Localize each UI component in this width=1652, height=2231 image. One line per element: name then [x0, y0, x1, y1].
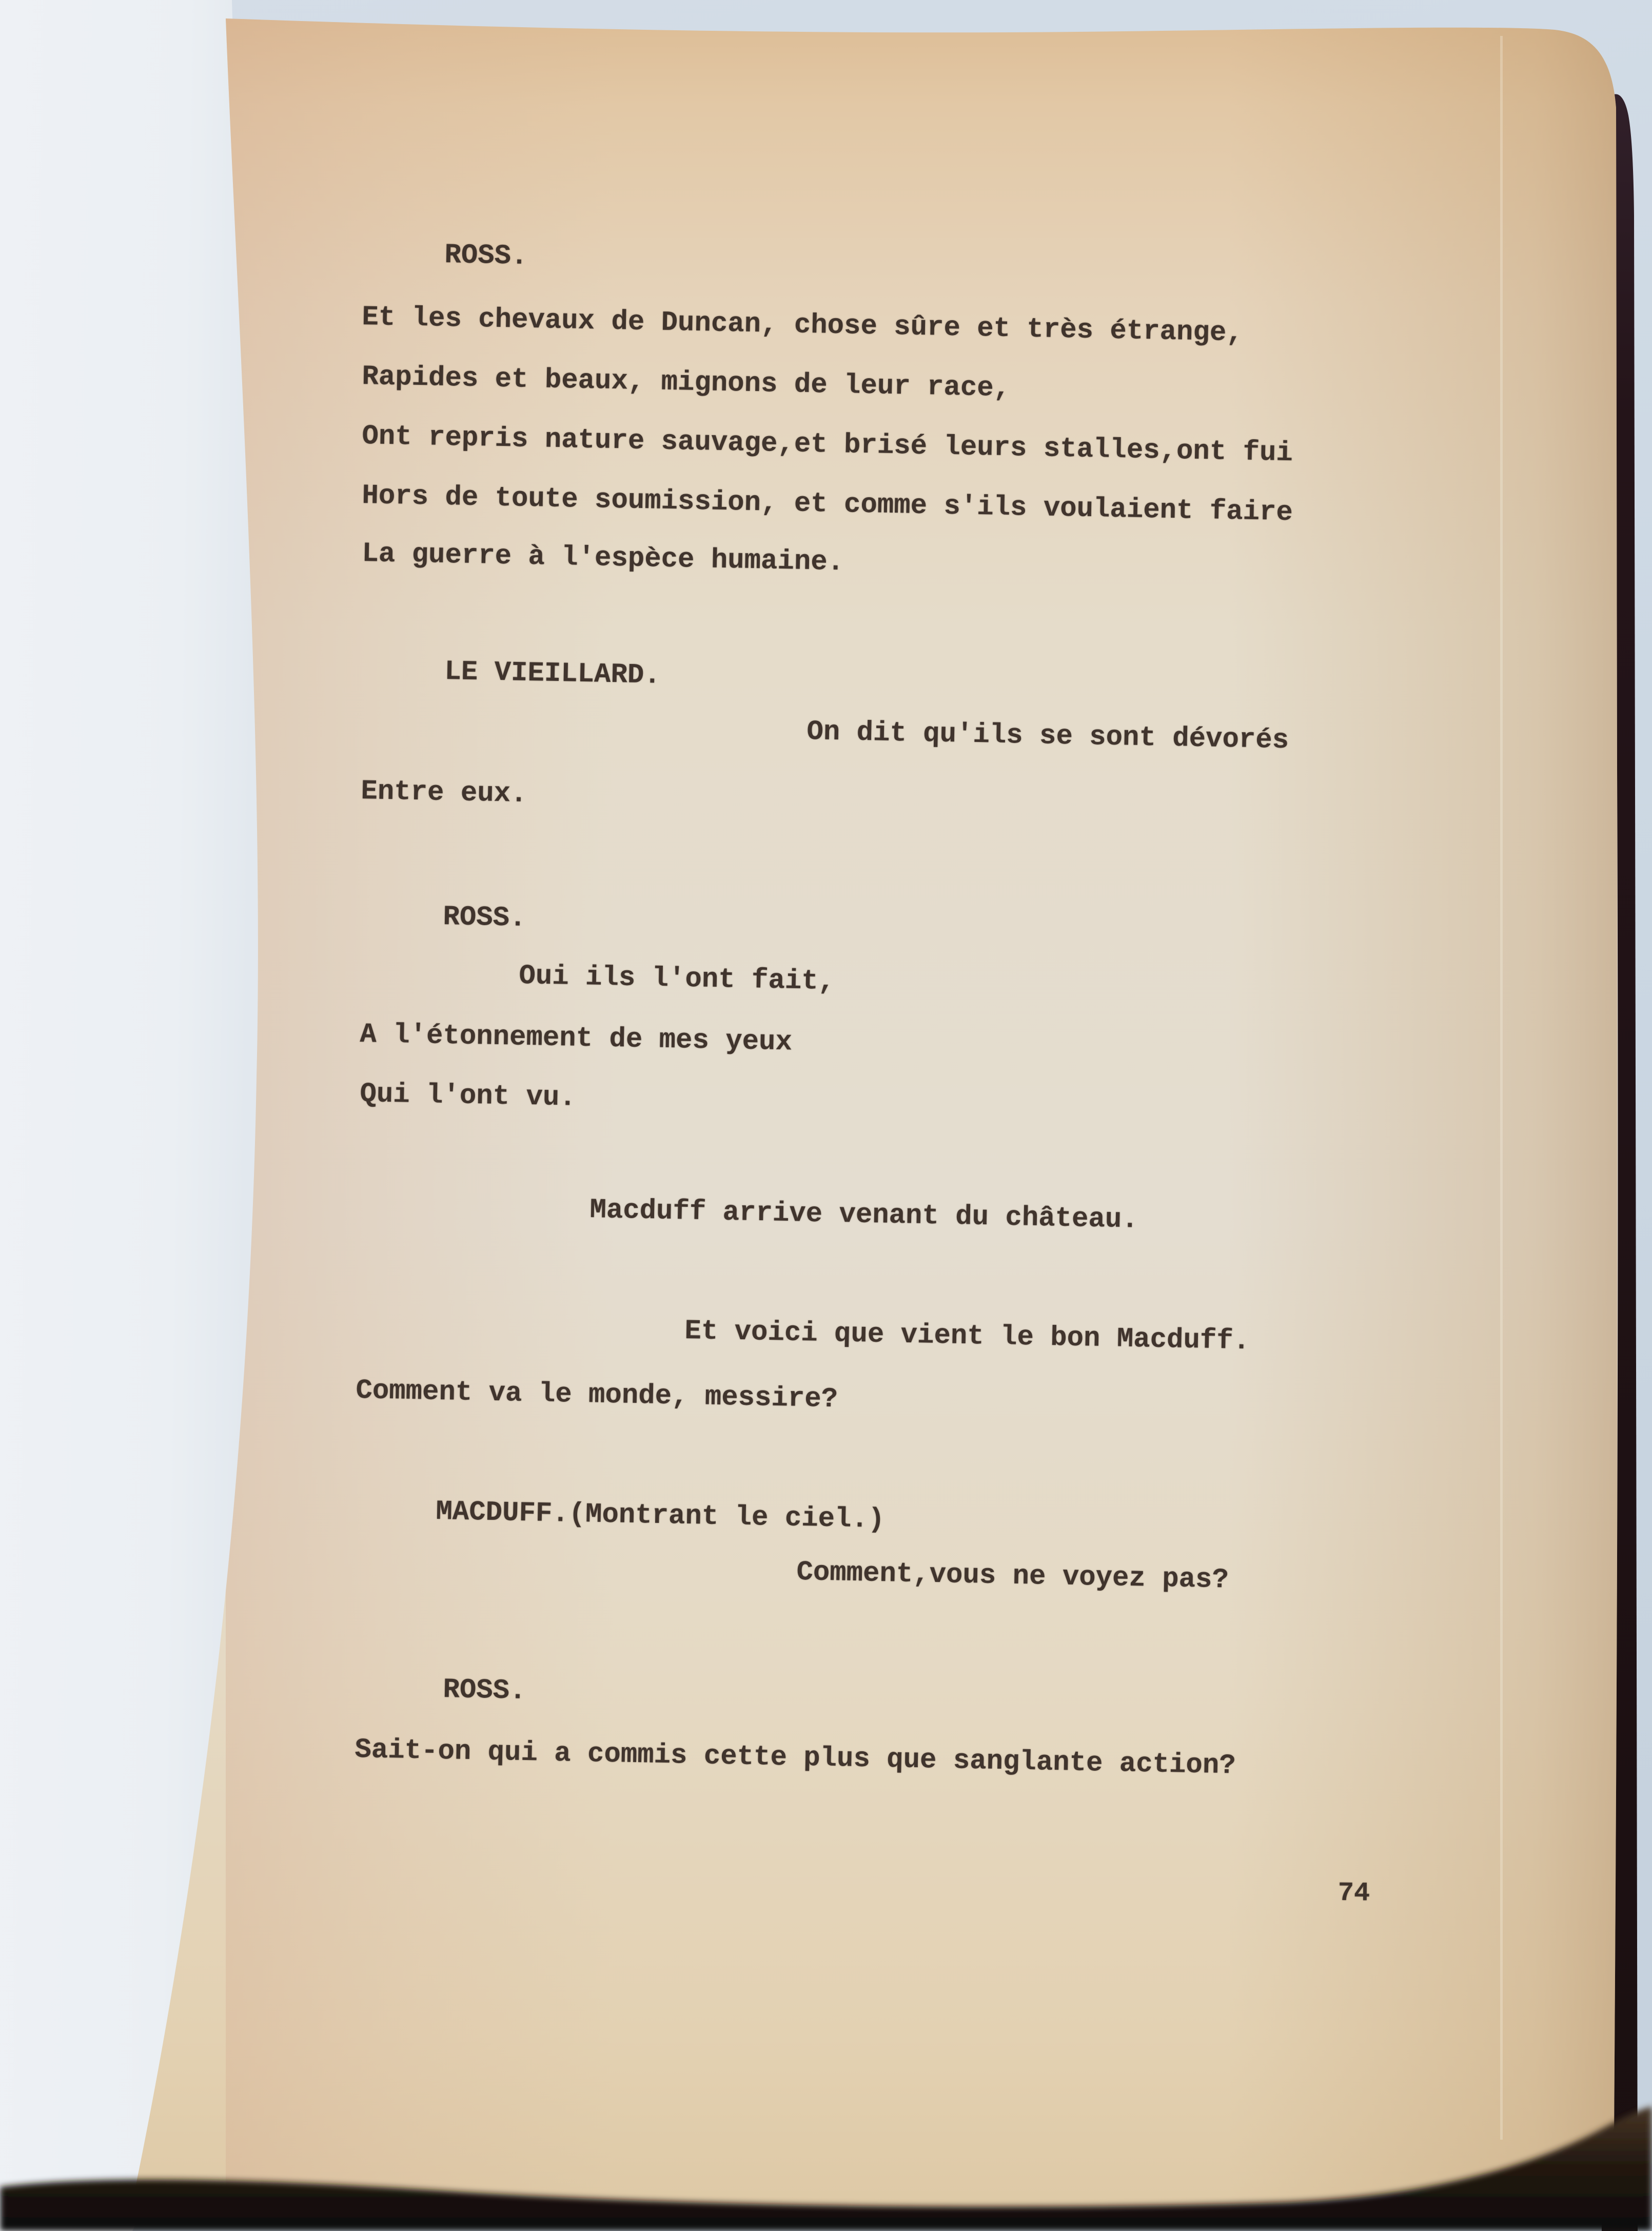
- stage-direction: Macduff arrive venant du château.: [589, 1195, 1139, 1236]
- dialogue-line: Hors de toute soumission, et comme s'ils voulaient faire: [361, 480, 1293, 529]
- speaker-heading: ROSS.: [442, 902, 527, 934]
- dialogue-line: Et voici que vient le bon Macduff.: [684, 1316, 1250, 1358]
- speaker-heading: ROSS.: [442, 1674, 527, 1707]
- dialogue-line: La guerre à l'espèce humaine.: [361, 538, 844, 579]
- dialogue-line: Qui l'ont vu.: [359, 1079, 577, 1114]
- dialogue-line: Et les chevaux de Duncan, chose sûre et très étrange,: [361, 302, 1244, 349]
- dialogue-line: Rapides et beaux, mignons de leur race,: [361, 361, 1011, 405]
- speaker-heading: ROSS.: [444, 240, 528, 272]
- speaker-heading: LE VIEILLARD.: [444, 656, 661, 692]
- dialogue-line: Ont repris nature sauvage,et brisé leurs stalles,ont fui: [361, 421, 1293, 469]
- speaker-heading: MACDUFF.(Montrant le ciel.): [435, 1496, 885, 1536]
- dialogue-line: Comment va le monde, messire?: [355, 1375, 838, 1416]
- dialogue-line: A l'étonnement de mes yeux: [359, 1019, 793, 1059]
- dialogue-line: Entre eux.: [360, 776, 528, 810]
- dialogue-line: Sait-on qui a commis cette plus que sanglante action?: [354, 1734, 1236, 1782]
- dialogue-line: On dit qu'ils se sont dévorés: [806, 716, 1289, 757]
- page-number: 74: [1338, 1878, 1370, 1909]
- page-crease: [1500, 36, 1503, 2140]
- dialogue-line: Comment,vous ne voyez pas?: [796, 1557, 1229, 1596]
- dialogue-line: Oui ils l'ont fait,: [518, 961, 835, 998]
